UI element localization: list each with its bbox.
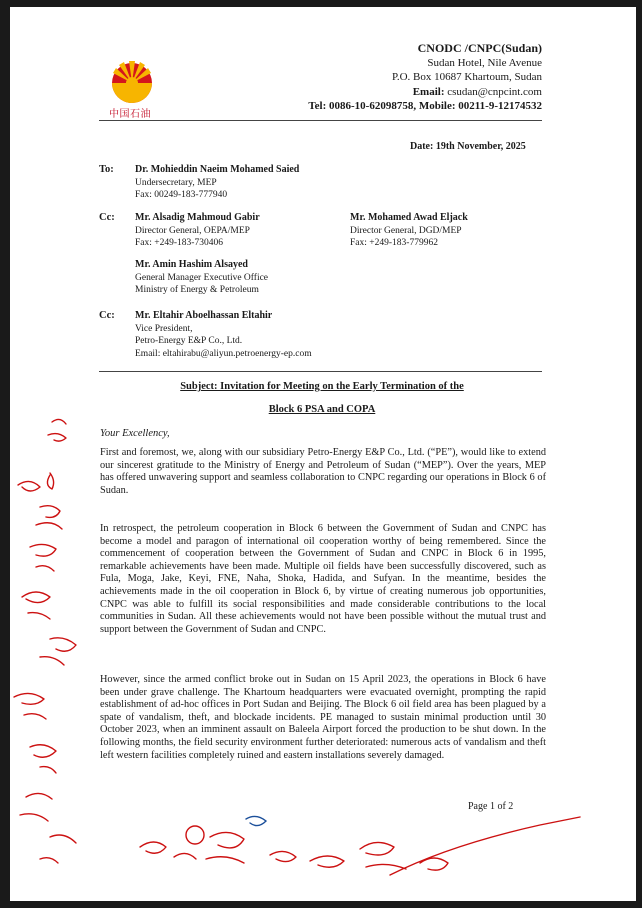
to-recipient: [135, 164, 299, 202]
logo-text: 中国石油: [109, 109, 151, 120]
address-divider: [99, 371, 542, 372]
email-label: Email:: [412, 85, 445, 98]
cc-recipient-4: [135, 310, 312, 360]
letterhead: [308, 41, 542, 114]
cc3-title: General Manager Executive Office: [135, 272, 269, 283]
body-paragraph-3: However, since the armed conflict broke out in Sudan on 15 April 2023, the operations in Block 6 have been under grave challenge. The Khartoum headquarters were evacuated overnight, prompting the rapid establishment of ad-hoc offices in Port Sudan and Beijing. The Block 6 oil field area has been plagued by a spate of vandalism, theft, and blockade incidents. PE managed to sustain minimal production until 30 October 2023, when an imminent assault on Baleela Airport forced the production to be shut down. In the following months, the field security environment further deteriorated: numerous acts of vandalism and theft left western facilities completely ruined and eastern installations severely damaged.: [100, 674, 546, 761]
to-label: To:: [99, 164, 114, 175]
cc4-email: Email: eltahirabu@aliyun.petroenergy-ep.com: [135, 348, 312, 359]
cc-recipient-1: [135, 212, 260, 250]
header-divider: [99, 120, 542, 121]
cc4-org: Petro-Energy E&P Co., Ltd.: [135, 336, 243, 346]
body-paragraph-1: First and foremost, we, along with our subsidiary Petro-Energy E&P Co., Ltd. (“PE”), would like to extend our sincerest gratitude to the Ministry of Energy and Petroleum of Sudan (“MEP”). Over the years, MEP has offered unwavering support and seamless collaboration to CNPC regarding our operations in Block 6 of Sudan.: [100, 447, 546, 496]
cc3-org: Ministry of Energy & Petroleum: [135, 285, 259, 295]
mobile-label: Mobile:: [418, 100, 456, 112]
cc4-title: Vice President,: [135, 323, 193, 334]
cc1-name: Mr. Alsadig Mahmoud Gabir: [135, 212, 260, 223]
cc3-name: Mr. Amin Hashim Alsayed: [135, 259, 248, 270]
cc1-fax: Fax: +249-183-730406: [135, 238, 223, 248]
subject-line-1: Subject: Invitation for Meeting on the Early Termination of the: [180, 381, 464, 392]
email-line: [308, 85, 542, 100]
cc-recipient-2: [350, 212, 468, 250]
to-title: Undersecretary, MEP: [135, 177, 217, 188]
cc2-fax: Fax: +249-183-779962: [350, 238, 438, 248]
cc-recipient-3: [135, 259, 268, 297]
margin-handwriting: [10, 407, 110, 887]
date-line: [410, 141, 526, 152]
page-number: Page 1 of 2: [468, 801, 514, 812]
cc-label: Cc:: [99, 212, 115, 223]
phone-line: [308, 99, 542, 114]
cc2-name: Mr. Mohamed Awad Eljack: [350, 212, 468, 223]
cc-label-2: Cc:: [99, 310, 115, 321]
tel-value: 0086-10-62098758,: [329, 100, 417, 112]
date-label: Date:: [410, 141, 434, 152]
petrochina-logo-icon: [107, 53, 157, 113]
bottom-handwriting: [110, 797, 590, 901]
company-name: CNODC /CNPC(Sudan): [417, 41, 542, 55]
body-paragraph-2: In retrospect, the petroleum cooperation in Block 6 between the Government of Sudan and CNPC has become a model and paragon of international oil cooperation worthy of being remembered. Since the commencement of cooperation between the Government of Sudan and CNPC in Block 6 in 1995, remarkable achievements have been made. Multiple oil fields have been successfully discovered, such as Fula, Moga, Jake, Keyi, FNE, Naha, Shoka, Hadida, and Sufyan. In the meantime, besides the achievements made in the oil cooperation in Block 6, by virtue of creating numerous job opportunities, CNPC was able to fulfill its social responsibilities and made considerable contributions to the local communities in Sudan. All these achievements would not have been possible without the mutual trust and support between the Government of Sudan and CNPC.: [100, 523, 546, 635]
date-value: 19th November, 2025: [435, 141, 526, 152]
tel-label: Tel:: [308, 100, 327, 112]
cc1-title: Director General, OEPA/MEP: [135, 225, 250, 236]
address-line-1: Sudan Hotel, Nile Avenue: [427, 56, 542, 69]
to-fax: Fax: 00249-183-777940: [135, 190, 228, 200]
email-value: csudan@cnpcint.com: [447, 85, 542, 98]
subject-line-2: Block 6 PSA and COPA: [268, 404, 376, 415]
subject: [100, 375, 544, 421]
cc4-name: Mr. Eltahir Aboelhassan Eltahir: [135, 310, 273, 321]
mobile-value: 00211-9-12174532: [458, 100, 542, 112]
letter-page: [10, 7, 636, 901]
to-name: Dr. Mohieddin Naeim Mohamed Saied: [135, 164, 300, 175]
cc2-title: Director General, DGD/MEP: [350, 225, 462, 236]
salutation: Your Excellency,: [100, 428, 170, 439]
address-line-2: P.O. Box 10687 Khartoum, Sudan: [391, 71, 542, 83]
